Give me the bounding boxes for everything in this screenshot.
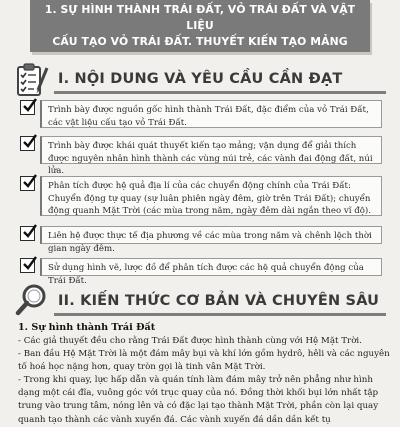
checklist-item-text: Sử dụng hình vẽ, lược đồ để phân tích được các hệ quả chuyển động của Trái Đất. bbox=[40, 258, 382, 276]
checklist-item bbox=[20, 226, 382, 254]
checklist-item-text: Trình bày được khái quát thuyết kiến tạo mảng; vận dụng để giải thích được nguyên nhân hình thành các vùng núi trẻ, các vành đai động đất, núi lửa. bbox=[40, 136, 382, 164]
checkbox-checked-icon bbox=[20, 176, 35, 191]
subsection-heading: 1. Sự hình thành Trái Đất bbox=[18, 322, 156, 333]
section-divider bbox=[54, 313, 386, 316]
chapter-title-line2: CẤU TẠO VỎ TRÁI ĐẤT. THUYẾT KIẾN TẠO MẢNG bbox=[52, 35, 348, 48]
section-heading: II. KIẾN THỨC CƠ BẢN VÀ CHUYÊN SÂU bbox=[58, 293, 380, 309]
checklist-item bbox=[20, 136, 382, 177]
body-paragraph: - Các giả thuyết đều cho rằng Trái Đất được hình thành cùng với Hệ Mặt Trời. bbox=[18, 336, 362, 346]
checklist-item-text: Liên hệ được thực tế địa phương về các mùa trong năm và chênh lệch thời gian ngày đêm. bbox=[40, 226, 382, 244]
checklist-item bbox=[20, 100, 382, 128]
checklist-item bbox=[20, 258, 382, 286]
body-paragraph: - Ban đầu Hệ Mặt Trời là một đám mây bụi và khí lớn gồm hydrô, hêli và các nguyên tố hoá học nặng hơn, quay tròn gọi là tinh vân Mặt Trời. bbox=[18, 349, 390, 373]
body-paragraph: - Trong khi quay, lực hấp dẫn và quán tính làm đám mây trở nên phẳng như hình dạng một cái đĩa, vuông góc với trục quay của nó. Đồng thời khối bụi lớn nhất tập trung vào trung tâm, nóng lên và có đặc lại tạo thành Mặt Trời, phần còn lại quay quanh tạo thành các vành xuyến đá. Các vành xuyến đá dần dần kết tụ bbox=[18, 375, 379, 425]
checkbox-checked-icon bbox=[20, 258, 35, 273]
checkbox-checked-icon bbox=[20, 226, 35, 241]
chapter-title-banner bbox=[30, 0, 370, 52]
checkbox-checked-icon bbox=[20, 100, 35, 115]
section-header-knowledge bbox=[14, 288, 386, 318]
checkbox-checked-icon bbox=[20, 136, 35, 151]
clipboard-checklist-icon bbox=[14, 60, 50, 98]
checklist-item bbox=[20, 176, 382, 216]
section-divider bbox=[54, 91, 386, 94]
section-heading: I. NỘI DUNG VÀ YÊU CẦU CẦN ĐẠT bbox=[58, 71, 343, 87]
magnifier-icon bbox=[14, 282, 50, 320]
checklist-item-text: Phân tích được hệ quả địa lí của các chuyển động chính của Trái Đất: Chuyển động tự quay (sự luân phiên ngày đêm, giờ trên Trái Đất); chuyển động quanh Mặt Trời (các mùa trong năm, ngày đêm dài ngắn theo vĩ độ). bbox=[40, 176, 382, 216]
chapter-title-line1: 1. SỰ HÌNH THÀNH TRÁI ĐẤT, VỎ TRÁI ĐẤT VÀ VẬT LIỆU bbox=[44, 3, 356, 32]
checklist-item-text: Trình bày được nguồn gốc hình thành Trái Đất, đặc điểm của vỏ Trái Đất, các vật liệu cấu tạo vỏ Trái Đất. bbox=[40, 100, 382, 128]
section-header-requirements bbox=[14, 66, 386, 96]
